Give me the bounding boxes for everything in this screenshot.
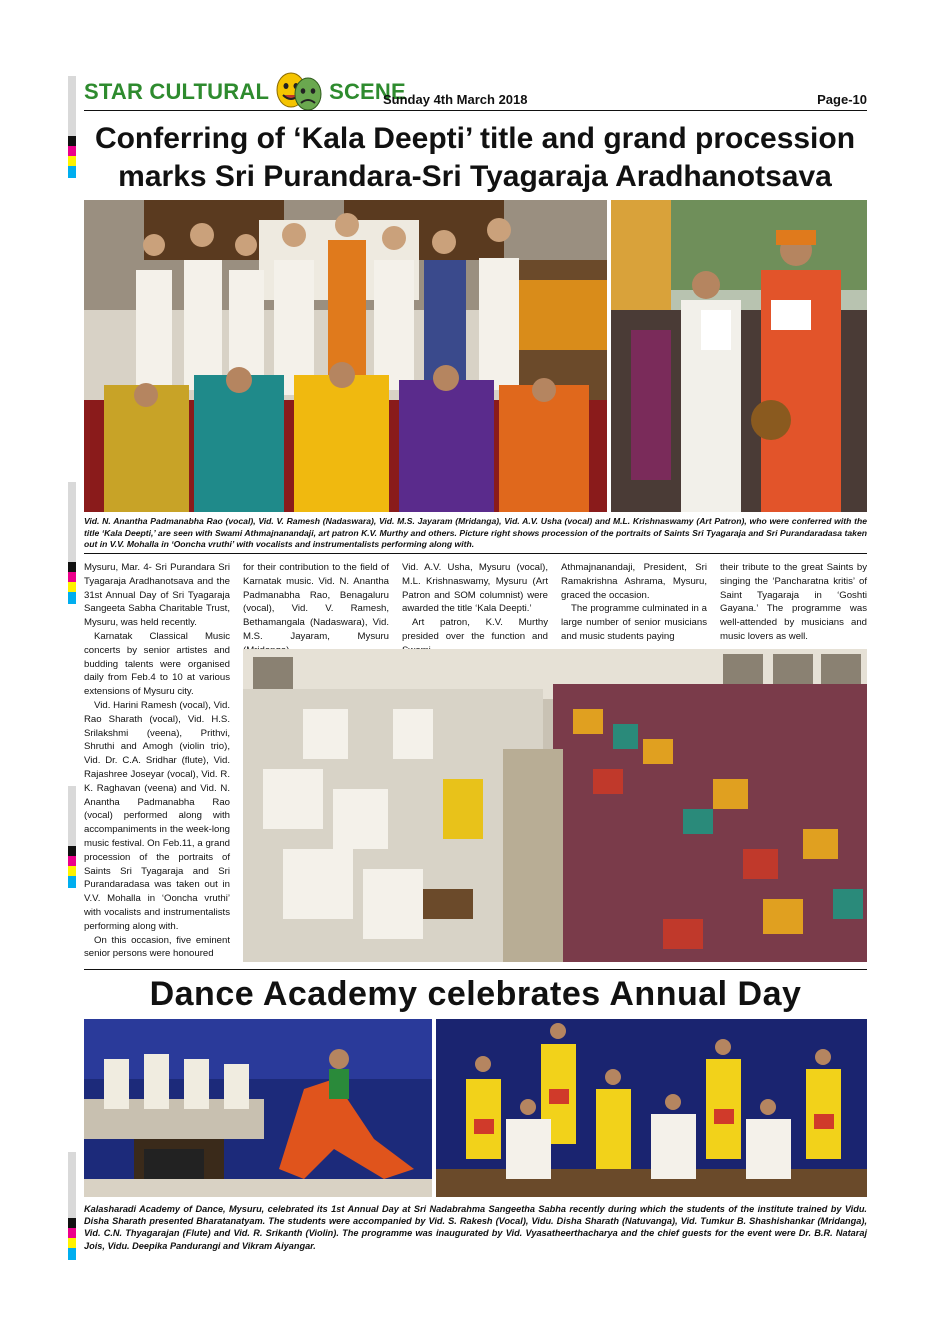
theatre-masks-icon: [273, 70, 325, 114]
registration-yellow-swatch-3: [68, 866, 76, 876]
caption-rule: [84, 553, 867, 554]
registration-magenta-swatch: [68, 146, 76, 156]
article1-col1-para1: Mysuru, Mar. 4- Sri Purandara Sri Tyagaraja Aradhanotsava and the 31st Annual Day of Sri Tyagaraja Sangeeta Sabha Charitable Trust, Mysuru, was held recently.: [84, 562, 230, 629]
registration-grey-bar-mid: [68, 482, 76, 562]
registration-magenta-swatch-4: [68, 1228, 76, 1238]
article1-headline-line2: marks Sri Purandara-Sri Tyagaraja Aradhanotsava: [118, 160, 832, 193]
article1-col4-para1: Athmajnanandaji, President, Sri Ramakrishna Ashrama, Mysuru, graced the occasion.: [561, 562, 707, 601]
article1-col3-para1: Vid. A.V. Usha, Mysuru (vocal), M.L. Krishnaswamy, Mysuru (Art Patron and SOM columnist) were awarded the title ‘Kala Deepti.’: [402, 562, 548, 615]
logo-text-right: SCENE: [329, 79, 406, 104]
registration-cyan-swatch-4: [68, 1248, 76, 1260]
photo-dance-with-musicians-art: [84, 1019, 432, 1197]
registration-yellow-swatch-4: [68, 1238, 76, 1248]
photo-procession-art: [611, 200, 867, 512]
photo-dance-with-musicians: [84, 1019, 432, 1197]
page-number: Page-10: [817, 92, 867, 107]
registration-black-swatch: [68, 136, 76, 146]
article1-col1-para4: On this occasion, five eminent senior persons were honoured: [84, 934, 230, 960]
registration-black-swatch-4: [68, 1218, 76, 1228]
header-rule: [84, 110, 867, 111]
article1-column-4: [561, 561, 707, 644]
registration-grey-bar-top: [68, 76, 76, 136]
article1-headline-line1: Conferring of ‘Kala Deepti’ title and grand procession: [94, 122, 856, 155]
photo-felicitation-group-art: [84, 200, 607, 512]
photo-felicitation-group: [84, 200, 607, 512]
registration-black-swatch-2: [68, 562, 76, 572]
article1-column-2: [243, 561, 389, 658]
registration-cyan-swatch-3: [68, 876, 76, 888]
registration-black-swatch-3: [68, 846, 76, 856]
registration-yellow-swatch-2: [68, 582, 76, 592]
photo-procession: [611, 200, 867, 512]
photo-concert-audience: [243, 649, 867, 962]
article1-col4-para2: The programme culminated in a large number of senior musicians and music students paying: [561, 603, 707, 642]
photo-dancers-group: [436, 1019, 867, 1197]
registration-cyan-swatch-2: [68, 592, 76, 604]
registration-grey-bar-low: [68, 786, 76, 846]
article1-col5-para1: their tribute to the great Saints by singing the ‘Pancharatna kritis’ of Saint Tyagaraja in ‘Goshti Gayana.’ The programme was well-attended by musicians and music lovers as well.: [720, 562, 867, 642]
article2-photo-caption: Kalasharadi Academy of Dance, Mysuru, celebrated its 1st Annual Day at Sri Nadabrahma Sangeetha Sabha recently during which the students of the institute trained by Vidu. Disha Sharath presented Bharatanatyam. The students were accompanied by Vid. S. Rakesh (Vocal), Vidu. Disha Sharath (Natuvanga), Vid. Tumkur B. Shashishankar (Mridanga), Vid. C.N. Thyagarajan (Flute) and Vid. R. Srikanth (Violin). The programme was inaugurated by Vid. Vyasatheerthacharya and the chief guests for the event were Dr. B.R. Nataraj Jois, Vidu. Deepika Pandurangi and Vikram Aiyangar.: [84, 1204, 867, 1251]
section-divider-rule: [84, 969, 867, 970]
photo-concert-audience-art: [243, 649, 867, 962]
photo-dancers-group-art: [436, 1019, 867, 1197]
issue-date: Sunday 4th March 2018: [383, 92, 528, 107]
article1-col1-para3: Vid. Harini Ramesh (vocal), Vid. Rao Sharath (vocal), Vid. H.S. Srilakshmi (veena), Prithvi, Shruthi and Amogh (violin trio), Vid. Dr. C.A. Sridhar (flute), Vid. Rajashree Joseyar (vocal), Vid. R. K. Raghavan (veena) and Vid. N. Anantha Padmanabha Rao (vocal) performed along with accompaniments in the week-long music festival. On Feb.11, a grand procession of the portraits of Saints Sri Tyagaraja and Sri Purandaradasa was taken out in V.V. Mohalla in ‘Ooncha vruthi’ with vocalists and instrumentalists performing along with.: [84, 699, 230, 932]
section-logo: [84, 70, 406, 114]
article1-col1-para2: Karnatak Classical Music concerts by senior artistes and budding talents were organised daily from Feb.4 to 10 at various extensions of Mysuru city.: [84, 630, 230, 698]
registration-magenta-swatch-3: [68, 856, 76, 866]
article1-col3-para2: Art patron, K.V. Murthy presided over the function and: [402, 617, 548, 642]
logo-text-left: STAR CULTURAL: [84, 79, 270, 104]
registration-grey-bar-bottom: [68, 1152, 76, 1218]
article1-column-5: [720, 561, 867, 644]
article1-column-3: [402, 561, 548, 658]
registration-cyan-swatch: [68, 166, 76, 178]
registration-yellow-swatch: [68, 156, 76, 166]
article1-photo-caption: Vid. N. Anantha Padmanabha Rao (vocal), Vid. V. Ramesh (Nadaswara), Vid. M.S. Jayaram (Mridanga), Vid. A.V. Usha (vocal) and M.L. Krishnaswamy (Art Patron), who were conferred with the title ‘Kala Deepti,’ are seen with Swami Athmajnanandaji, art patron K.V. Murthy and others. Picture right shows procession of the portraits of Saints Sri Tyagaraja and Sri Purandaradasa taken out in V.V. Mohalla in ‘Ooncha vruthi’ with vocalists and instrumentalists performing along with.: [84, 516, 867, 549]
article1-col2-para1: for their contribution to the field of Karnatak music. Vid. N. Anantha Padmanabha Rao, Benagaluru (vocal), Vid. V. Ramesh, Bethamangala (Nadaswara), Vid. M.S. Jayaram, Mysuru: [243, 562, 389, 642]
registration-magenta-swatch-2: [68, 572, 76, 582]
article2-headline: Dance Academy celebrates Annual Day: [149, 975, 802, 1013]
article1-column-1: [84, 561, 230, 961]
